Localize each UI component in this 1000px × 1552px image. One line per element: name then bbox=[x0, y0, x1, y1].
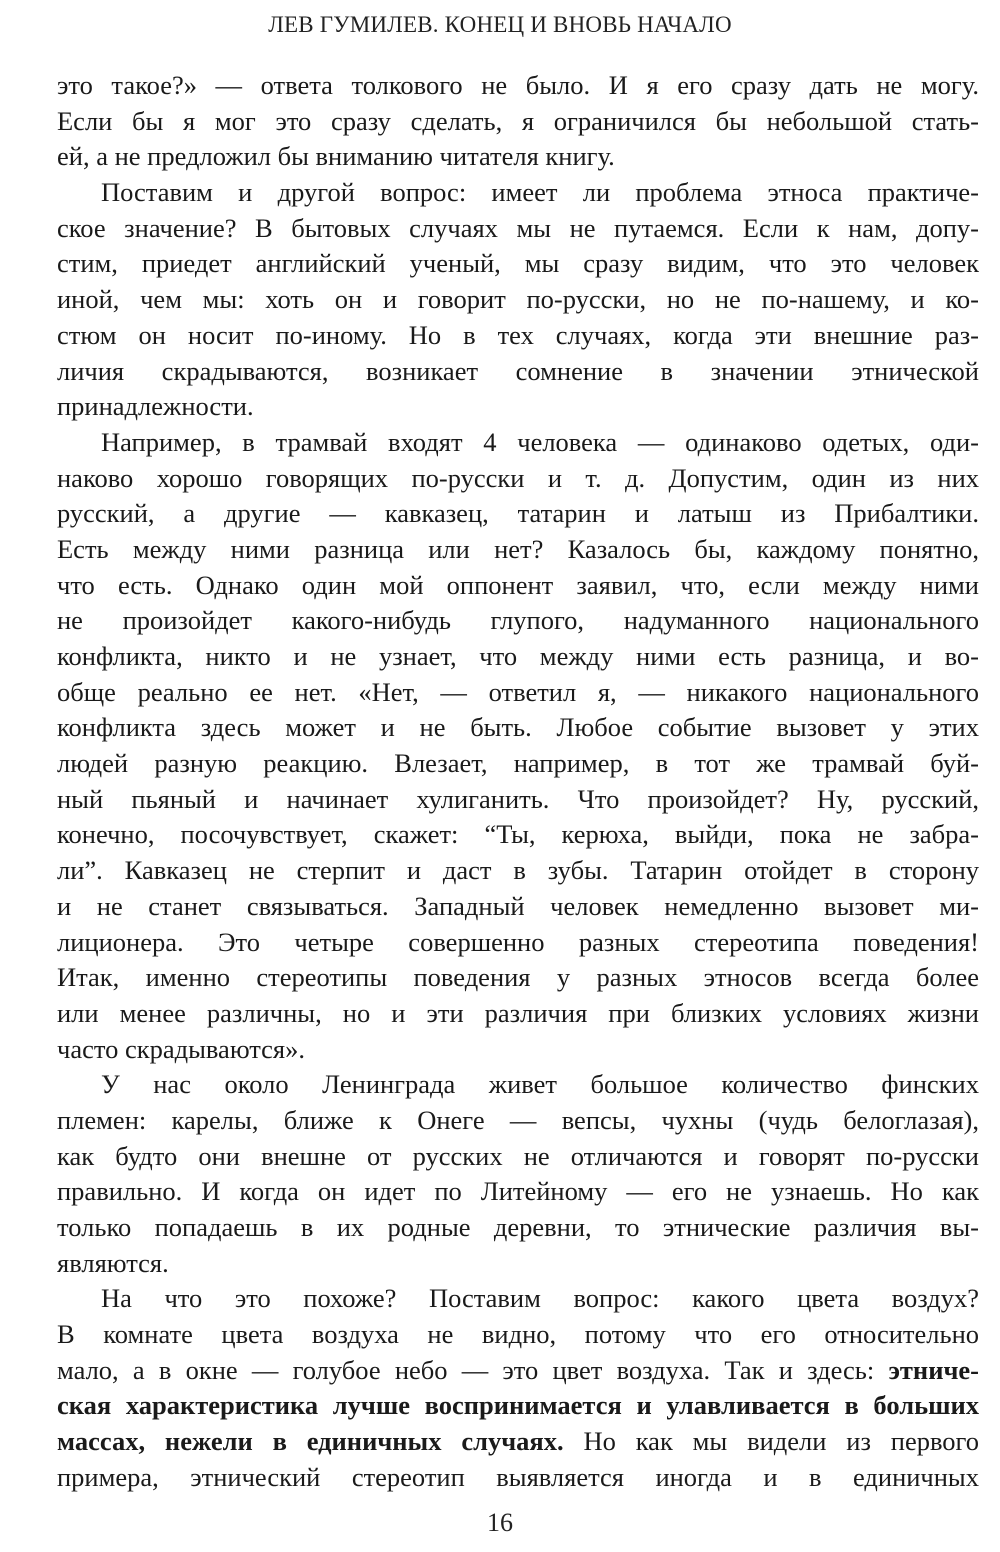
text-line: стим, приедет английский ученый, мы сразу видим, что это человек bbox=[57, 248, 979, 279]
emphasis-run: массах, нежели в единичных случаях. bbox=[57, 1426, 564, 1457]
text-line: как будто они внешне от русских не отличаются и говорят по-русски bbox=[57, 1140, 979, 1171]
text-line: стюм он носит по-иному. Но в тех случаях, когда эти внешние раз- bbox=[57, 319, 979, 350]
text-line: ный пьяный и начинает хулиганить. Что произойдет? Ну, русский, bbox=[57, 783, 979, 814]
text-line: обще реально ее нет. «Нет, — ответил я, — никакого национального bbox=[57, 676, 979, 707]
emphasis-run: этниче- bbox=[888, 1354, 979, 1385]
text-line: и не станет связываться. Западный человек немедленно вызовет ми- bbox=[57, 890, 979, 921]
text-line: В комнате цвета воздуха не видно, потому что его относительно bbox=[57, 1319, 979, 1350]
text-line: или менее различны, но и эти различия при близких условиях жизни bbox=[57, 997, 979, 1028]
text-line: конечно, посочувствует, скажет: “Ты, керюха, выйди, пока не забра- bbox=[57, 819, 979, 850]
text-line: наково хорошо говорящих по-русски и т. д. Допустим, один из них bbox=[57, 462, 979, 493]
text-line: принадлежности. bbox=[57, 391, 254, 422]
paragraph bbox=[57, 425, 979, 1067]
text-line: что есть. Однако один мой оппонент заявил, что, если между ними bbox=[57, 569, 979, 600]
text-line: лиционера. Это четыре совершенно разных стереотипа поведения! bbox=[57, 926, 979, 957]
text-line: людей разную реакцию. Влезает, например, в тот же трамвай буй- bbox=[57, 748, 979, 779]
text-line: это такое?» — ответа толкового не было. И я его сразу дать не могу. bbox=[57, 70, 979, 100]
running-head-title: ЛЕВ ГУМИЛЕВ. КОНЕЦ И ВНОВЬ НАЧАЛО bbox=[268, 12, 732, 37]
text-line: племен: карелы, ближе к Онеге — вепсы, чухны (чудь белоглазая), bbox=[57, 1104, 979, 1135]
text-line: конфликта, никто и не узнает, что между ними есть разница, и во- bbox=[57, 641, 979, 671]
paragraph bbox=[57, 175, 979, 425]
text-line: русский, а другие — кавказец, татарин и латыш из Прибалтики. bbox=[57, 498, 979, 529]
text-line: Если бы я мог это сразу сделать, я ограничился бы небольшой стать- bbox=[57, 105, 979, 136]
emphasis-line: ская характеристика лучше воспринимается и улавливается в больших bbox=[57, 1390, 979, 1421]
text-run: Но как мы видели из первого bbox=[563, 1426, 979, 1457]
text-line: примера, этнический стереотип выявляется иногда и в единичных bbox=[57, 1461, 979, 1492]
text-run: мало, а в окне — голубое небо — это цвет воздуха. Так и здесь: bbox=[57, 1354, 889, 1385]
text-line: ей, а не предложил бы вниманию читателя книгу. bbox=[57, 141, 615, 172]
text-line: личия скрадываются, возникает сомнение в значении этнической bbox=[57, 355, 979, 386]
text-line: Итак, именно стереотипы поведения у разных этносов всегда более bbox=[57, 962, 979, 993]
text-line: Есть между ними разница или нет? Казалось бы, каждому понятно, bbox=[57, 533, 979, 564]
paragraph bbox=[57, 68, 979, 175]
body-text bbox=[57, 68, 979, 1496]
text-line: У нас около Ленинграда живет большое количество финских bbox=[101, 1069, 979, 1100]
text-line: ли”. Кавказец не стерпит и даст в зубы. Татарин отойдет в сторону bbox=[57, 855, 979, 886]
text-line: являются. bbox=[57, 1247, 169, 1278]
text-line: только попадаешь в их родные деревни, то этнические различия вы- bbox=[57, 1212, 979, 1242]
text-line: часто скрадываются». bbox=[57, 1033, 305, 1064]
text-line: Например, в трамвай входят 4 человека — одинаково одетых, оди- bbox=[101, 426, 979, 457]
text-line: Поставим и другой вопрос: имеет ли проблема этноса практиче- bbox=[101, 177, 979, 208]
text-line: На что это похоже? Поставим вопрос: какого цвета воздух? bbox=[101, 1283, 979, 1314]
text-line: не произойдет какого-нибудь глупого, надуманного национального bbox=[57, 605, 979, 636]
page-number: 16 bbox=[487, 1508, 513, 1537]
text-line: правильно. И когда он идет по Литейному — его не узнаешь. Но как bbox=[57, 1176, 979, 1207]
text-line bbox=[57, 1424, 979, 1460]
text-line: иной, чем мы: хоть он и говорит по-русски, но не по-нашему, и ко- bbox=[57, 284, 979, 315]
text-line: конфликта здесь может и не быть. Любое событие вызовет у этих bbox=[57, 712, 979, 743]
paragraph bbox=[57, 1067, 979, 1281]
text-line bbox=[57, 1353, 979, 1389]
text-line: ское значение? В бытовых случаях мы не путаемся. Если к нам, допу- bbox=[57, 212, 979, 243]
paragraph bbox=[57, 1281, 979, 1495]
